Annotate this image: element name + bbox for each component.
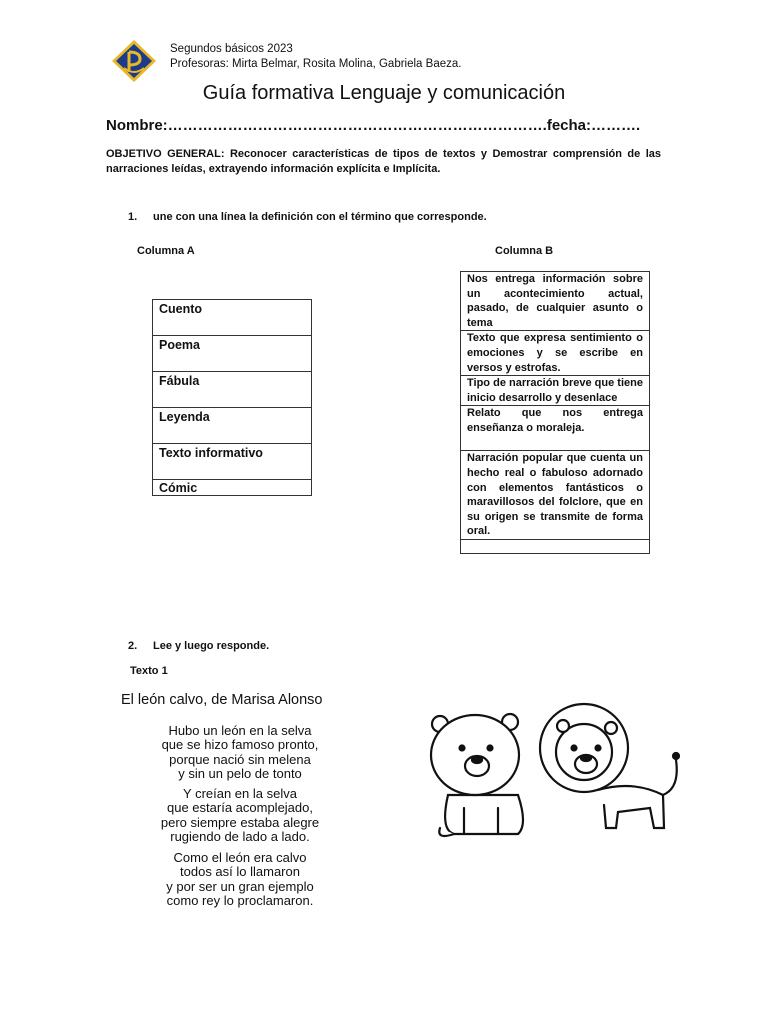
column-a-table [152,299,312,496]
column-a-term: Texto informativo [153,444,312,480]
poem-verse: rugiendo de lado a lado. [170,828,310,844]
poem-verse: que se hizo famoso pronto, [161,737,319,753]
lion-cubs-illustration [418,700,688,845]
column-b-definition: Nos entrega información sobre un acontecimiento actual, pasado, de cualquier asunto o tema [461,272,650,331]
page-title: Guía formativa Lenguaje y comunicación [202,82,566,104]
poem-verse: Como el león era calvo [173,850,307,865]
poem-verse: que estaría acomplejado, [167,800,313,816]
item1-number: 1. [128,211,138,223]
poem-verse: porque nació sin melena [169,751,311,767]
column-b-definition [461,539,650,553]
column-b-definition: Relato que nos entrega enseñanza o moraleja. [461,406,650,451]
general-objective: OBJETIVO GENERAL: Reconocer características de tipos de textos y Demostrar comprensión de las narraciones leídas, extrayendo información explícita e Implícita. [106,148,661,175]
column-b-label: Columna B [495,245,554,257]
poem-verse: pero siempre estaba alegre [160,814,320,830]
header-year: Segundos básicos 2023 [170,43,293,55]
poem-verse: Y creían en la selva [183,786,297,801]
poem-verse: Hubo un león en la selva [168,723,312,738]
poem-stanza-3 [120,851,360,908]
name-date-line: Nombre:………………………………………………………………….fecha:………. [106,117,641,134]
school-crest-icon [110,38,158,84]
poem-verse: y por ser un gran ejemplo [166,878,314,894]
text-1-label: Texto 1 [130,665,168,677]
column-b-definition: Narración popular que cuenta un hecho real o fabuloso adornado con elementos fantásticos o maravillosos del folclore, que en su origen se transmite de forma oral. [461,451,650,540]
column-a-label: Columna A [137,245,195,257]
poem-stanza-1 [120,724,360,781]
column-b-table [460,271,650,554]
poem-verse: como rey lo proclamaron. [166,892,314,908]
column-a-term: Cómic [153,480,312,496]
poem-verse: todos así lo llamaron [180,864,300,880]
poem-verse: y sin un pelo de tonto [178,765,302,781]
header-teachers: Profesoras: Mirta Belmar, Rosita Molina, Gabriela Baeza. [170,58,462,70]
column-a-term: Fábula [153,372,312,408]
item1-instruction: une con una línea la definición con el término que corresponde. [153,211,487,223]
column-a-term: Leyenda [153,408,312,444]
poem-stanza-2 [120,787,360,844]
column-a-term: Cuento [153,300,312,336]
item2-number: 2. [128,640,138,652]
poem-title: El león calvo, de Marisa Alonso [121,692,323,708]
column-b-definition: Tipo de narración breve que tiene inicio desarrollo y desenlace [461,376,650,406]
item2-instruction: Lee y luego responde. [153,640,270,652]
column-b-definition: Texto que expresa sentimiento o emociones y se escribe en versos y estrofas. [461,331,650,376]
column-a-term: Poema [153,336,312,372]
